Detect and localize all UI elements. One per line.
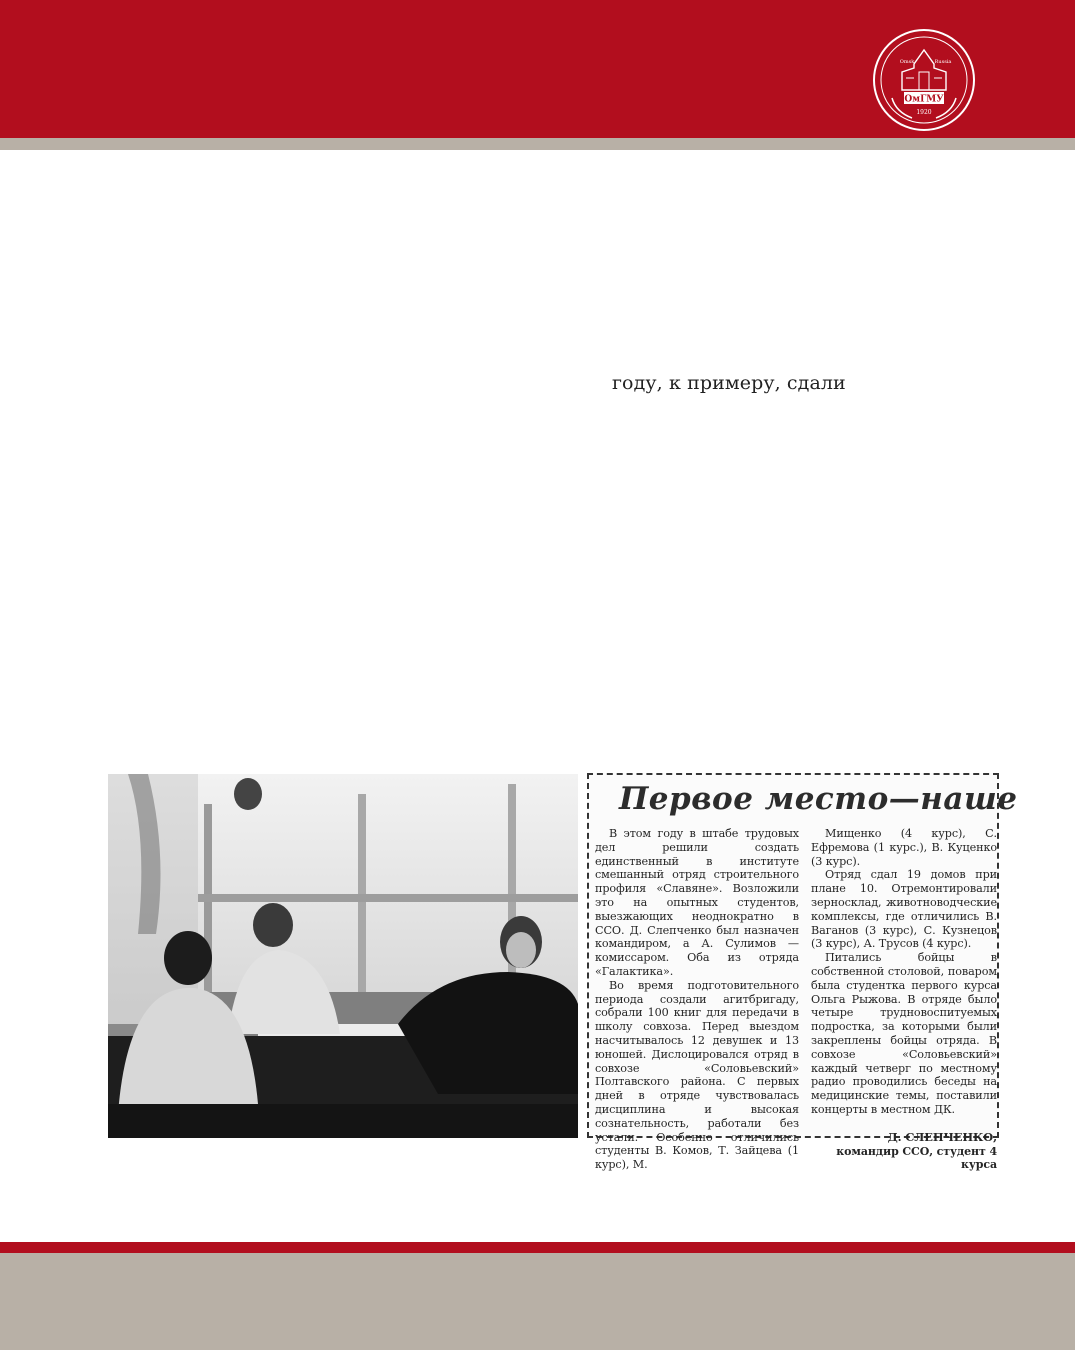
clipping-paragraph: Мищенко (4 курс), С. Ефремова (1 курс.), В. Куценко (3 курс). bbox=[811, 827, 997, 868]
newspaper-clipping bbox=[587, 773, 1018, 1172]
footer-gray-band bbox=[0, 1253, 1075, 1350]
clipping-paragraph: Питались бойцы в собственной столовой, поваром была студентка первого курса Ольга Рыжова. В отряде было четыре трудновоспитуемых подростка, за которыми были закреплены бойцы отряда. В совхозе «Соловьевский» каждый четверг по местному радио проводились беседы на медицинские темы, поставили концерты в местном ДК. bbox=[811, 951, 997, 1116]
clipping-paragraph: В этом году в штабе трудовых дел решили создать единственный в институте смешанный отряд строительного профиля «Славяне». Возложили это на опытных студентов, выезжающих неоднократно в ССО. Д. Слепченко был назначен командиром, а А. Сулимов — комиссаром. Оба из отряда «Галактика». bbox=[595, 827, 799, 978]
emblem-city: Omsk bbox=[899, 59, 915, 65]
header-accent-strip bbox=[0, 138, 1075, 150]
archival-photo-graphic bbox=[108, 774, 578, 1138]
university-emblem bbox=[872, 28, 976, 132]
archival-photo bbox=[108, 774, 578, 1138]
clipping-signature-role: командир ССО, студент 4 курса bbox=[836, 1144, 997, 1172]
clipping-paragraph: Во время подготовительного периода создали агитбригаду, собрали 100 книг для передачи в школу совхоза. Перед выездом насчитывалось 12 девушек и 13 юношей. Дислоцировался отряд в совхозе «Соловьевский» Полтавского района. С первых дней в отряде чувствовалась дисциплина и высокая сознательность, работали без устали. Особенно отличились студенты В. Комов, Т. Зайцева (1 курс), М. bbox=[595, 978, 799, 1172]
body-text-fragment: году, к примеру, сдали bbox=[612, 372, 846, 394]
footer-red-band bbox=[0, 1242, 1075, 1253]
emblem-year: 1920 bbox=[916, 109, 932, 116]
clipping-signature-name: Д. СЛЕПЧЕНКО, bbox=[887, 1129, 997, 1144]
clipping-paragraph: Отряд сдал 19 домов при плане 10. Отремонтировали зерносклад, животноводческие комплексы, где отличились В. Ваганов (3 курс), С. Кузнецов (3 курс), А. Трусов (4 курс). bbox=[811, 868, 997, 951]
emblem-name: ОмГМУ bbox=[904, 94, 944, 105]
emblem-country: Russia bbox=[934, 59, 952, 65]
university-emblem-graphic bbox=[872, 28, 976, 132]
clipping-left-column bbox=[595, 827, 799, 1172]
clipping-right-column bbox=[811, 827, 997, 1172]
clipping-title: Первое место—наше bbox=[619, 781, 1018, 817]
